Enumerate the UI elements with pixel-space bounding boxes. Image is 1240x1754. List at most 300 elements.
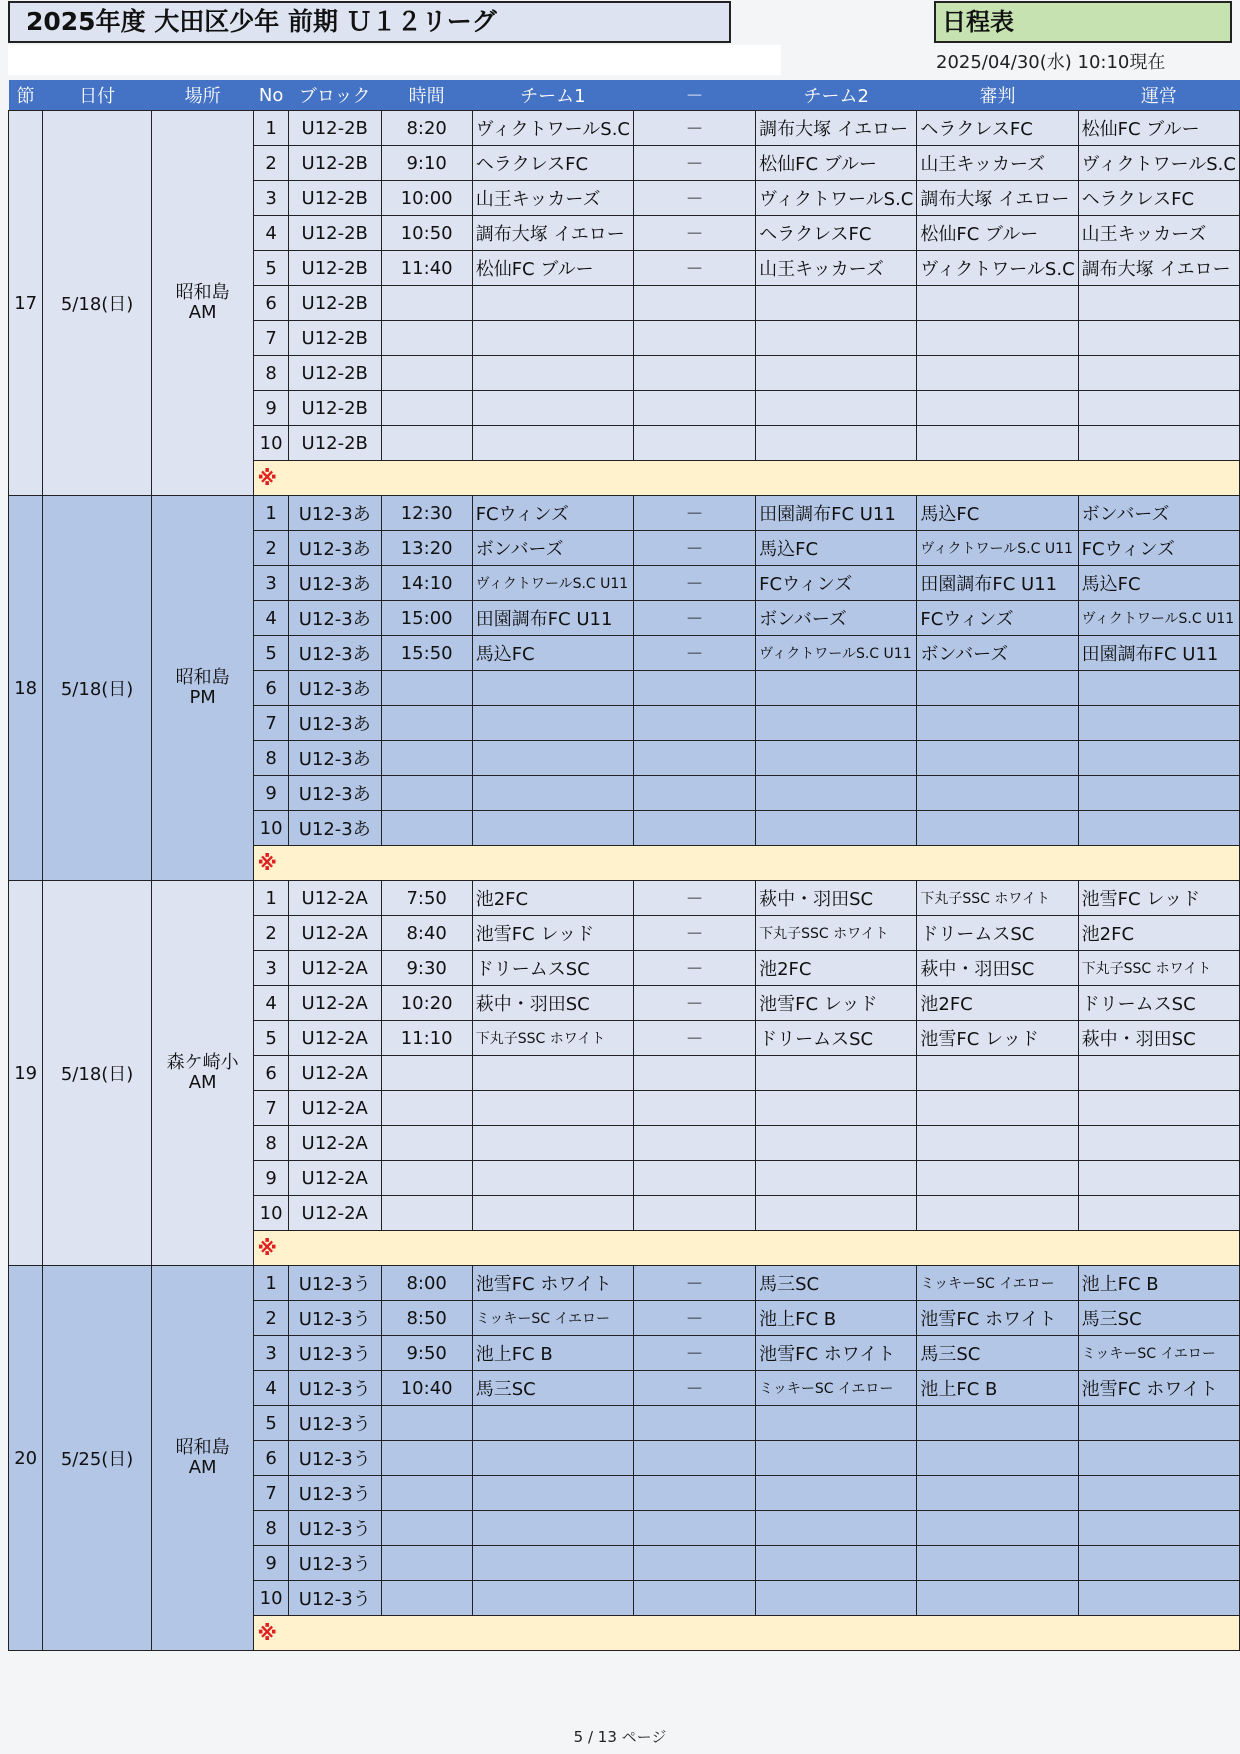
dash-cell [633, 741, 755, 776]
team2-cell: 下丸子SSC ホワイト [756, 916, 917, 951]
dash-cell [633, 391, 755, 426]
match-no-cell: 4 [254, 1371, 288, 1406]
setsu-cell: 18 [9, 496, 43, 881]
match-no-cell: 4 [254, 601, 288, 636]
dash-cell [633, 1581, 755, 1616]
referee-cell [917, 776, 1078, 811]
match-no-cell: 8 [254, 1511, 288, 1546]
dash-cell [633, 1441, 755, 1476]
staff-cell [1078, 1546, 1239, 1581]
team2-cell [756, 356, 917, 391]
time-cell: 10:20 [381, 986, 472, 1021]
match-no-cell: 9 [254, 1161, 288, 1196]
staff-cell: 調布大塚 イエロー [1078, 251, 1239, 286]
match-no-cell: 9 [254, 776, 288, 811]
team2-cell: ヘラクレスFC [756, 216, 917, 251]
block-cell: U12-2A [288, 1091, 381, 1126]
block-cell: U12-2A [288, 1056, 381, 1091]
date-cell: 5/25(日) [43, 1266, 152, 1651]
team1-cell [472, 811, 633, 846]
block-cell: U12-3う [288, 1546, 381, 1581]
time-cell: 8:20 [381, 111, 472, 146]
referee-cell [917, 1091, 1078, 1126]
time-cell [381, 811, 472, 846]
referee-cell: 調布大塚 イエロー [917, 181, 1078, 216]
block-cell: U12-2B [288, 146, 381, 181]
staff-cell [1078, 1406, 1239, 1441]
time-cell [381, 1441, 472, 1476]
block-cell: U12-2A [288, 1021, 381, 1056]
staff-cell: 馬三SC [1078, 1301, 1239, 1336]
staff-cell: 池雪FC レッド [1078, 881, 1239, 916]
staff-cell [1078, 1056, 1239, 1091]
match-no-cell: 2 [254, 1301, 288, 1336]
referee-cell: 萩中・羽田SC [917, 951, 1078, 986]
venue-cell: 森ケ崎小 AM [151, 881, 254, 1266]
referee-cell [917, 356, 1078, 391]
team1-cell [472, 706, 633, 741]
dash-cell: － [633, 251, 755, 286]
match-no-cell: 10 [254, 1196, 288, 1231]
match-no-cell: 1 [254, 1266, 288, 1301]
team1-cell [472, 1196, 633, 1231]
header-row [9, 80, 1240, 111]
dash-cell [633, 671, 755, 706]
time-cell [381, 741, 472, 776]
dash-cell: － [633, 601, 755, 636]
time-cell [381, 1406, 472, 1441]
time-cell [381, 1056, 472, 1091]
staff-cell: 山王キッカーズ [1078, 216, 1239, 251]
match-no-cell: 4 [254, 986, 288, 1021]
dash-cell: － [633, 181, 755, 216]
match-no-cell: 8 [254, 356, 288, 391]
team1-cell [472, 286, 633, 321]
staff-cell [1078, 671, 1239, 706]
dash-cell [633, 1196, 755, 1231]
staff-cell: ドリームスSC [1078, 986, 1239, 1021]
match-no-cell: 10 [254, 811, 288, 846]
team2-cell [756, 391, 917, 426]
block-cell: U12-3う [288, 1301, 381, 1336]
col-header-time: 時間 [381, 80, 472, 111]
dash-cell [633, 1511, 755, 1546]
team1-cell: 池2FC [472, 881, 633, 916]
staff-cell: ヴィクトワールS.C U11 [1078, 601, 1239, 636]
referee-cell [917, 1406, 1078, 1441]
team1-cell [472, 1056, 633, 1091]
dash-cell [633, 321, 755, 356]
col-header-venue: 場所 [151, 80, 254, 111]
team2-cell [756, 1406, 917, 1441]
col-header-team2: チーム2 [756, 80, 917, 111]
dash-cell: － [633, 951, 755, 986]
team1-cell: ドリームスSC [472, 951, 633, 986]
dash-cell: － [633, 1371, 755, 1406]
staff-cell: 下丸子SSC ホワイト [1078, 951, 1239, 986]
team1-cell: ボンバーズ [472, 531, 633, 566]
referee-cell: ヘラクレスFC [917, 111, 1078, 146]
time-cell: 12:30 [381, 496, 472, 531]
match-no-cell: 7 [254, 706, 288, 741]
block-cell: U12-2B [288, 426, 381, 461]
block-cell: U12-3う [288, 1476, 381, 1511]
team1-cell: 池上FC B [472, 1336, 633, 1371]
time-cell [381, 776, 472, 811]
match-no-cell: 6 [254, 1056, 288, 1091]
team1-cell: 松仙FC ブルー [472, 251, 633, 286]
team2-cell [756, 1196, 917, 1231]
dash-cell: － [633, 1266, 755, 1301]
team2-cell: ヴィクトワールS.C U11 [756, 636, 917, 671]
team2-cell: 萩中・羽田SC [756, 881, 917, 916]
staff-cell [1078, 426, 1239, 461]
team1-cell [472, 1091, 633, 1126]
staff-cell [1078, 1196, 1239, 1231]
block-cell: U12-3あ [288, 601, 381, 636]
referee-cell: 山王キッカーズ [917, 146, 1078, 181]
col-header-staff: 運営 [1078, 80, 1239, 111]
dash-cell: － [633, 1021, 755, 1056]
team2-cell [756, 741, 917, 776]
match-no-cell: 6 [254, 286, 288, 321]
block-cell: U12-2B [288, 216, 381, 251]
time-cell [381, 426, 472, 461]
team1-cell: 田園調布FC U11 [472, 601, 633, 636]
block-cell: U12-3あ [288, 671, 381, 706]
team1-cell [472, 1161, 633, 1196]
match-no-cell: 10 [254, 426, 288, 461]
team2-cell: 池2FC [756, 951, 917, 986]
staff-cell [1078, 286, 1239, 321]
team1-cell: 萩中・羽田SC [472, 986, 633, 1021]
col-header-block: ブロック [288, 80, 381, 111]
time-cell: 11:40 [381, 251, 472, 286]
time-cell: 11:10 [381, 1021, 472, 1056]
block-cell: U12-3う [288, 1266, 381, 1301]
team2-cell: ドリームスSC [756, 1021, 917, 1056]
setsu-cell: 17 [9, 111, 43, 496]
dash-cell: － [633, 216, 755, 251]
referee-cell [917, 1511, 1078, 1546]
venue-cell: 昭和島 AM [151, 1266, 254, 1651]
match-row [9, 111, 1240, 146]
team2-cell: 池雪FC レッド [756, 986, 917, 1021]
team1-cell [472, 1581, 633, 1616]
referee-cell [917, 1546, 1078, 1581]
time-cell: 10:00 [381, 181, 472, 216]
block-cell: U12-2A [288, 916, 381, 951]
referee-cell: 池雪FC ホワイト [917, 1301, 1078, 1336]
match-no-cell: 1 [254, 111, 288, 146]
team2-cell: 田園調布FC U11 [756, 496, 917, 531]
referee-cell [917, 286, 1078, 321]
referee-cell: 馬三SC [917, 1336, 1078, 1371]
match-no-cell: 2 [254, 146, 288, 181]
time-cell [381, 1091, 472, 1126]
block-cell: U12-3あ [288, 496, 381, 531]
staff-cell: 松仙FC ブルー [1078, 111, 1239, 146]
team1-cell [472, 1476, 633, 1511]
dash-cell: － [633, 566, 755, 601]
sheet-title: 日程表 [934, 1, 1232, 43]
match-no-cell: 8 [254, 741, 288, 776]
setsu-cell: 19 [9, 881, 43, 1266]
staff-cell: ボンバーズ [1078, 496, 1239, 531]
staff-cell [1078, 1161, 1239, 1196]
team2-cell [756, 1161, 917, 1196]
team1-cell: 池雪FC レッド [472, 916, 633, 951]
team1-cell [472, 1441, 633, 1476]
venue-cell: 昭和島 AM [151, 111, 254, 496]
date-cell: 5/18(日) [43, 496, 152, 881]
team2-cell: 池上FC B [756, 1301, 917, 1336]
note-cell: ※ [254, 1616, 1240, 1651]
referee-cell [917, 1196, 1078, 1231]
referee-cell [917, 1161, 1078, 1196]
block-cell: U12-3う [288, 1511, 381, 1546]
staff-cell: 田園調布FC U11 [1078, 636, 1239, 671]
referee-cell: ドリームスSC [917, 916, 1078, 951]
match-row [9, 1266, 1240, 1301]
referee-cell [917, 811, 1078, 846]
block-cell: U12-2B [288, 286, 381, 321]
referee-cell: ヴィクトワールS.C [917, 251, 1078, 286]
title-underline-strip [8, 45, 781, 75]
dash-cell [633, 706, 755, 741]
staff-cell: ヘラクレスFC [1078, 181, 1239, 216]
match-no-cell: 7 [254, 1476, 288, 1511]
block-cell: U12-3あ [288, 636, 381, 671]
dash-cell [633, 1091, 755, 1126]
page-title: 2025年度 大田区少年 前期 Ｕ１２リーグ [8, 1, 731, 43]
block-cell: U12-2A [288, 1196, 381, 1231]
block-cell: U12-3う [288, 1441, 381, 1476]
block-cell: U12-3う [288, 1371, 381, 1406]
staff-cell [1078, 1476, 1239, 1511]
time-cell: 9:30 [381, 951, 472, 986]
time-cell [381, 1581, 472, 1616]
note-cell: ※ [254, 1231, 1240, 1266]
staff-cell [1078, 391, 1239, 426]
team1-cell: 調布大塚 イエロー [472, 216, 633, 251]
schedule-table [8, 80, 1240, 1651]
staff-cell [1078, 811, 1239, 846]
match-row [9, 881, 1240, 916]
dash-cell: － [633, 146, 755, 181]
referee-cell [917, 1056, 1078, 1091]
note-cell: ※ [254, 846, 1240, 881]
block-cell: U12-3あ [288, 776, 381, 811]
time-cell [381, 391, 472, 426]
staff-cell: FCウィンズ [1078, 531, 1239, 566]
team1-cell [472, 1546, 633, 1581]
dash-cell: － [633, 1301, 755, 1336]
team1-cell [472, 426, 633, 461]
match-no-cell: 3 [254, 566, 288, 601]
team1-cell: 馬込FC [472, 636, 633, 671]
block-cell: U12-2B [288, 321, 381, 356]
team2-cell [756, 811, 917, 846]
team1-cell: ヴィクトワールS.C U11 [472, 566, 633, 601]
referee-cell: 池雪FC レッド [917, 1021, 1078, 1056]
match-no-cell: 6 [254, 671, 288, 706]
referee-cell [917, 1476, 1078, 1511]
dash-cell: － [633, 986, 755, 1021]
block-cell: U12-2B [288, 391, 381, 426]
staff-cell: 池2FC [1078, 916, 1239, 951]
team2-cell [756, 776, 917, 811]
staff-cell: ヴィクトワールS.C [1078, 146, 1239, 181]
referee-cell [917, 321, 1078, 356]
team1-cell [472, 776, 633, 811]
match-no-cell: 7 [254, 1091, 288, 1126]
block-cell: U12-2A [288, 986, 381, 1021]
match-row [9, 496, 1240, 531]
dash-cell: － [633, 881, 755, 916]
time-cell: 15:00 [381, 601, 472, 636]
referee-cell: 馬込FC [917, 496, 1078, 531]
referee-cell [917, 1581, 1078, 1616]
team2-cell [756, 1126, 917, 1161]
time-cell: 8:50 [381, 1301, 472, 1336]
block-cell: U12-3あ [288, 741, 381, 776]
time-cell: 9:50 [381, 1336, 472, 1371]
block-cell: U12-2B [288, 111, 381, 146]
match-no-cell: 3 [254, 951, 288, 986]
time-cell [381, 671, 472, 706]
team2-cell [756, 321, 917, 356]
staff-cell [1078, 1126, 1239, 1161]
match-no-cell: 6 [254, 1441, 288, 1476]
team1-cell [472, 356, 633, 391]
team1-cell: ミッキーSC イエロー [472, 1301, 633, 1336]
team1-cell: 馬三SC [472, 1371, 633, 1406]
time-cell [381, 286, 472, 321]
team2-cell: ミッキーSC イエロー [756, 1371, 917, 1406]
match-no-cell: 9 [254, 391, 288, 426]
time-cell [381, 356, 472, 391]
team2-cell [756, 706, 917, 741]
setsu-cell: 20 [9, 1266, 43, 1651]
referee-cell [917, 671, 1078, 706]
team2-cell: 池雪FC ホワイト [756, 1336, 917, 1371]
dash-cell [633, 1126, 755, 1161]
time-cell: 13:20 [381, 531, 472, 566]
block-cell: U12-3あ [288, 706, 381, 741]
staff-cell: 萩中・羽田SC [1078, 1021, 1239, 1056]
referee-cell: ヴィクトワールS.C U11 [917, 531, 1078, 566]
team2-cell: 馬三SC [756, 1266, 917, 1301]
venue-cell: 昭和島 PM [151, 496, 254, 881]
date-cell: 5/18(日) [43, 111, 152, 496]
referee-cell [917, 706, 1078, 741]
schedule-body [9, 111, 1240, 1651]
team2-cell [756, 671, 917, 706]
dash-cell [633, 776, 755, 811]
block-cell: U12-3う [288, 1581, 381, 1616]
col-header-referee: 審判 [917, 80, 1078, 111]
team1-cell [472, 671, 633, 706]
referee-cell [917, 741, 1078, 776]
match-no-cell: 5 [254, 1021, 288, 1056]
staff-cell: 池上FC B [1078, 1266, 1239, 1301]
time-cell: 10:50 [381, 216, 472, 251]
team2-cell: FCウィンズ [756, 566, 917, 601]
team1-cell: 池雪FC ホワイト [472, 1266, 633, 1301]
staff-cell [1078, 1581, 1239, 1616]
staff-cell: 馬込FC [1078, 566, 1239, 601]
block-cell: U12-3う [288, 1406, 381, 1441]
team2-cell: ヴィクトワールS.C [756, 181, 917, 216]
team2-cell: ボンバーズ [756, 601, 917, 636]
referee-cell: ボンバーズ [917, 636, 1078, 671]
team1-cell [472, 741, 633, 776]
time-cell: 15:50 [381, 636, 472, 671]
team2-cell: 松仙FC ブルー [756, 146, 917, 181]
block-cell: U12-3あ [288, 566, 381, 601]
dash-cell: － [633, 111, 755, 146]
col-header-setsu: 節 [9, 80, 43, 111]
staff-cell [1078, 741, 1239, 776]
match-no-cell: 9 [254, 1546, 288, 1581]
col-header-dash: － [633, 80, 755, 111]
staff-cell [1078, 776, 1239, 811]
referee-cell: FCウィンズ [917, 601, 1078, 636]
dash-cell [633, 1476, 755, 1511]
time-cell [381, 1196, 472, 1231]
col-header-team1: チーム1 [472, 80, 633, 111]
col-header-date: 日付 [43, 80, 152, 111]
block-cell: U12-2A [288, 1126, 381, 1161]
match-no-cell: 7 [254, 321, 288, 356]
staff-cell [1078, 321, 1239, 356]
match-no-cell: 5 [254, 251, 288, 286]
team1-cell: FCウィンズ [472, 496, 633, 531]
time-cell: 10:40 [381, 1371, 472, 1406]
referee-cell: ミッキーSC イエロー [917, 1266, 1078, 1301]
staff-cell: ミッキーSC イエロー [1078, 1336, 1239, 1371]
block-cell: U12-2A [288, 951, 381, 986]
match-no-cell: 2 [254, 916, 288, 951]
match-no-cell: 1 [254, 881, 288, 916]
time-cell [381, 1161, 472, 1196]
time-cell: 8:00 [381, 1266, 472, 1301]
dash-cell [633, 286, 755, 321]
staff-cell [1078, 706, 1239, 741]
team2-cell [756, 1091, 917, 1126]
team1-cell [472, 1406, 633, 1441]
time-cell: 9:10 [381, 146, 472, 181]
referee-cell [917, 426, 1078, 461]
match-no-cell: 3 [254, 181, 288, 216]
match-no-cell: 10 [254, 1581, 288, 1616]
team2-cell: 調布大塚 イエロー [756, 111, 917, 146]
block-cell: U12-2A [288, 1161, 381, 1196]
referee-cell [917, 391, 1078, 426]
team2-cell [756, 1056, 917, 1091]
team2-cell [756, 1476, 917, 1511]
staff-cell [1078, 356, 1239, 391]
team1-cell: 下丸子SSC ホワイト [472, 1021, 633, 1056]
note-cell: ※ [254, 461, 1240, 496]
referee-cell: 池2FC [917, 986, 1078, 1021]
dash-cell: － [633, 636, 755, 671]
dash-cell: － [633, 916, 755, 951]
block-cell: U12-2B [288, 251, 381, 286]
referee-cell: 池上FC B [917, 1371, 1078, 1406]
block-cell: U12-3あ [288, 811, 381, 846]
